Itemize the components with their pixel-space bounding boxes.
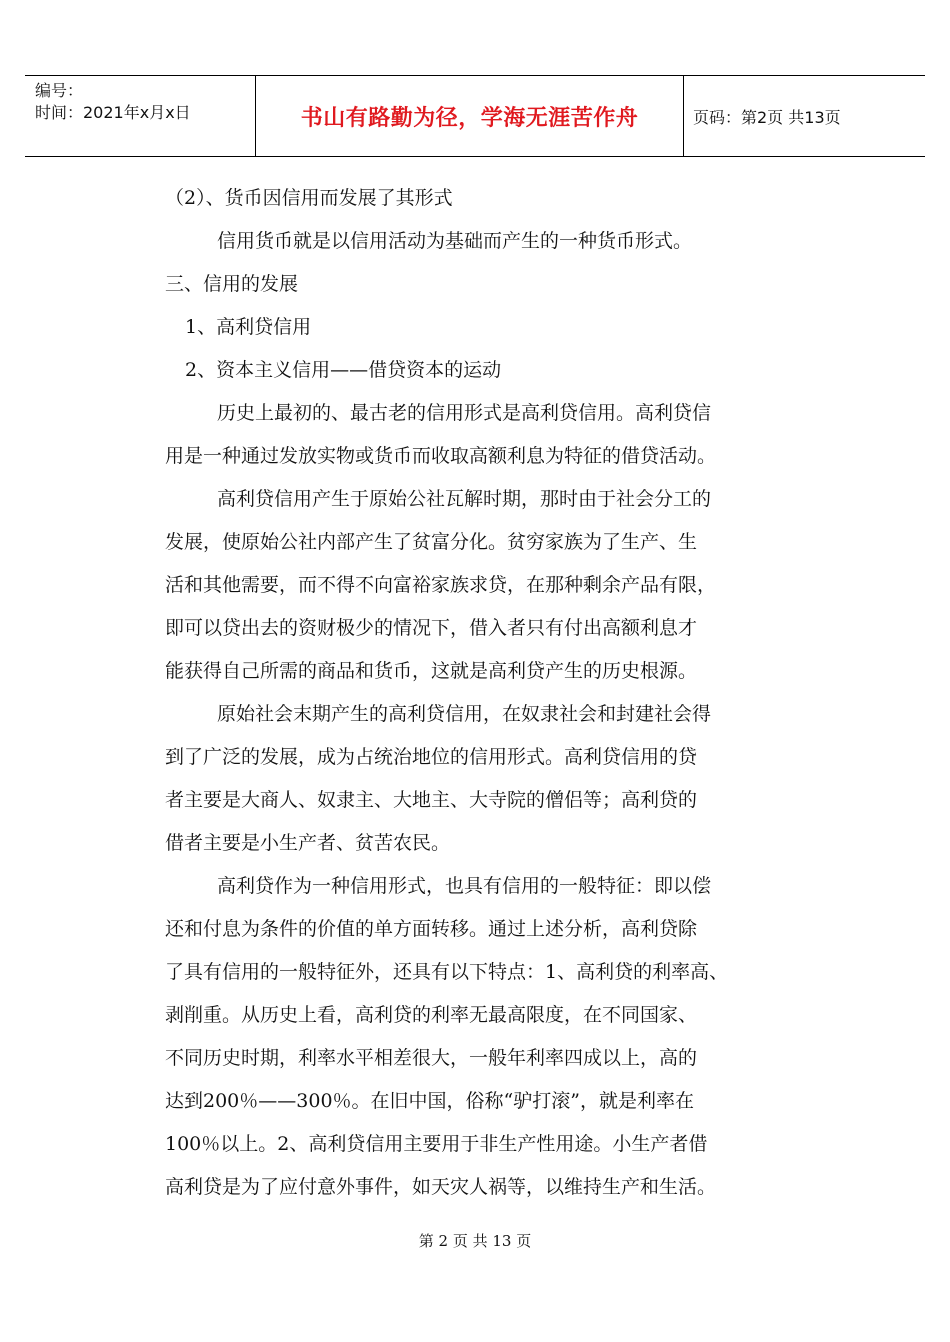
paragraph-line: 发展，使原始公社内部产生了贫富分化。贫穷家族为了生产、生 [165,531,698,553]
page-footer: 第 2 页 共 13 页 [418,1232,532,1250]
paragraph-line: 原始社会末期产生的高利贷信用，在奴隶社会和封建社会得 [217,703,712,725]
paragraph-line: 者主要是大商人、奴隶主、大地主、大寺院的僧侣等；高利贷的 [165,789,698,811]
section-heading: （2）、货币因信用而发展了其形式 [165,187,453,209]
paragraph-line: 了具有信用的一般特征外，还具有以下特点：1、高利贷的利率高、 [165,961,729,983]
date-label: 时间：2021年x月x日 [35,103,191,122]
paragraph-line: 历史上最初的、最古老的信用形式是高利贷信用。高利贷信 [217,402,712,424]
header-page-cell [683,76,925,156]
paragraph-line: 100％以上。2、高利贷信用主要用于非生产性用途。小生产者借 [165,1133,708,1155]
header-motto-cell [255,76,684,156]
paragraph-line: 借者主要是小生产者、贫苦农民。 [165,832,451,854]
header-page-info: 页码：第2页 共13页 [693,107,841,127]
paragraph-line: 达到200％——300％。在旧中国，俗称“驴打滚”，就是利率在 [165,1090,694,1112]
paragraph-line: 用是一种通过发放实物或货币而收取高额利息为特征的借贷活动。 [165,445,717,467]
document-body [165,177,805,1209]
list-item: 2、资本主义信用——借贷资本的运动 [185,359,502,381]
paragraph-line: 到了广泛的发展，成为占统治地位的信用形式。高利贷信用的贷 [165,746,698,768]
document-header [25,75,925,157]
serial-number-label: 编号： [35,81,84,100]
list-item: 1、高利贷信用 [185,316,312,338]
section-heading: 三、信用的发展 [165,273,299,295]
paragraph-line: 信用货币就是以信用活动为基础而产生的一种货币形式。 [217,230,693,252]
header-motto: 书山有路勤为径，学海无涯苦作舟 [300,105,639,131]
paragraph-line: 不同历史时期，利率水平相差很大，一般年利率四成以上，高的 [165,1047,698,1069]
paragraph-line: 即可以贷出去的资财极少的情况下，借入者只有付出高额利息才 [165,617,698,639]
header-meta [25,76,255,156]
paragraph-line: 剥削重。从历史上看，高利贷的利率无最高限度，在不同国家、 [165,1004,698,1026]
paragraph-line: 能获得自己所需的商品和货币，这就是高利贷产生的历史根源。 [165,660,698,682]
paragraph-line: 活和其他需要，而不得不向富裕家族求贷，在那种剩余产品有限， [165,574,717,596]
paragraph-line: 高利贷信用产生于原始公社瓦解时期，那时由于社会分工的 [217,488,712,510]
paragraph-line: 高利贷作为一种信用形式，也具有信用的一般特征：即以偿 [217,875,712,897]
paragraph-line: 高利贷是为了应付意外事件，如天灾人祸等，以维持生产和生活。 [165,1176,717,1198]
paragraph-line: 还和付息为条件的价值的单方面转移。通过上述分析，高利贷除 [165,918,698,940]
